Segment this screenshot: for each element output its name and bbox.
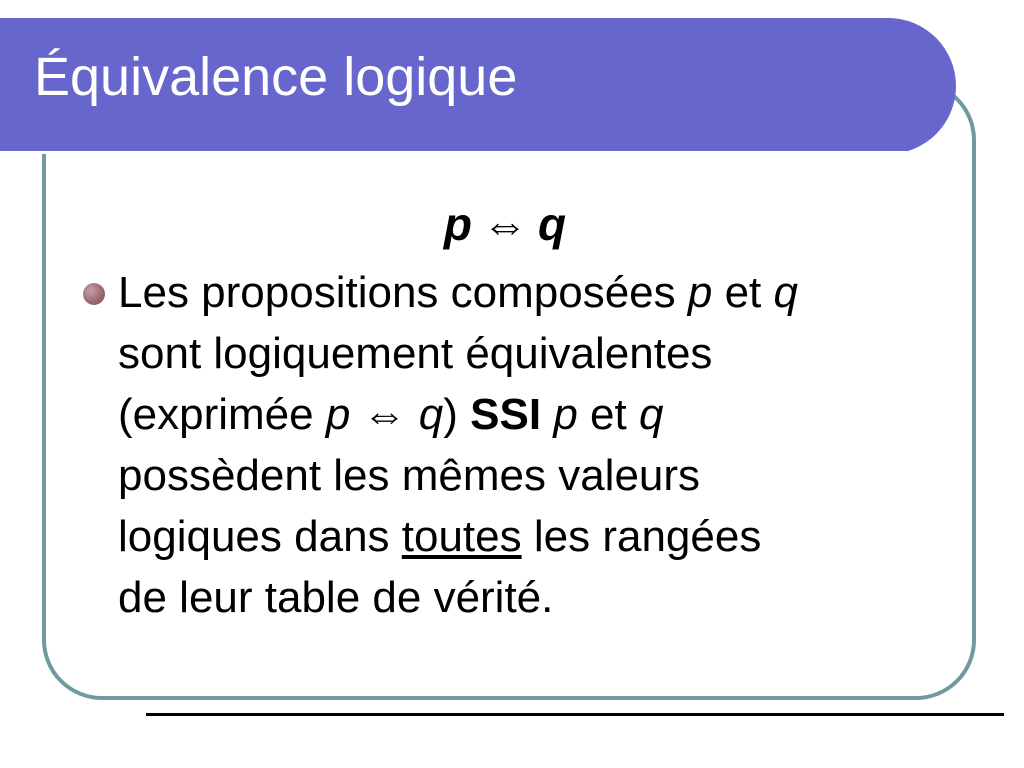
title-underline	[0, 151, 907, 154]
variable-p: p	[687, 268, 713, 317]
variable-q: q	[773, 268, 798, 317]
text-run: logiques dans	[118, 512, 402, 561]
bullet-line-4	[118, 445, 948, 506]
bullet-line-5	[118, 506, 948, 567]
variable-p: p	[325, 390, 351, 439]
equivalence-operator: ⇔	[350, 390, 419, 439]
bullet-line-2	[118, 323, 948, 384]
formula-right-var: q	[538, 198, 567, 250]
text-run: les rangées	[521, 512, 762, 561]
bullet-text	[118, 262, 948, 628]
text-run: (exprimée	[118, 390, 326, 439]
variable-p: p	[553, 390, 578, 439]
variable-q: q	[418, 390, 444, 439]
underlined-word: toutes	[401, 512, 522, 561]
bullet-line-6	[118, 567, 948, 628]
slide-title: Équivalence logique	[34, 47, 518, 107]
formula-left-var: p	[443, 198, 472, 250]
text-run: sont logiquement équivalentes	[118, 329, 713, 378]
bullet-line-3	[118, 384, 948, 445]
ssi-keyword: SSI	[470, 390, 542, 439]
text-run: de leur table de vérité.	[118, 573, 554, 622]
formula	[0, 198, 1010, 250]
bottom-rule	[146, 713, 1004, 716]
bullet-dot	[83, 283, 105, 305]
bullet-line-1	[118, 262, 948, 323]
text-run: Les propositions composées	[118, 268, 688, 317]
text-run: et	[577, 390, 639, 439]
variable-q: q	[638, 390, 664, 439]
text-run: et	[712, 268, 774, 317]
equivalence-operator: ⇔	[482, 198, 528, 250]
text-run: )	[443, 390, 471, 439]
text-run: possèdent les mêmes valeurs	[118, 451, 701, 500]
text-run	[541, 390, 553, 439]
